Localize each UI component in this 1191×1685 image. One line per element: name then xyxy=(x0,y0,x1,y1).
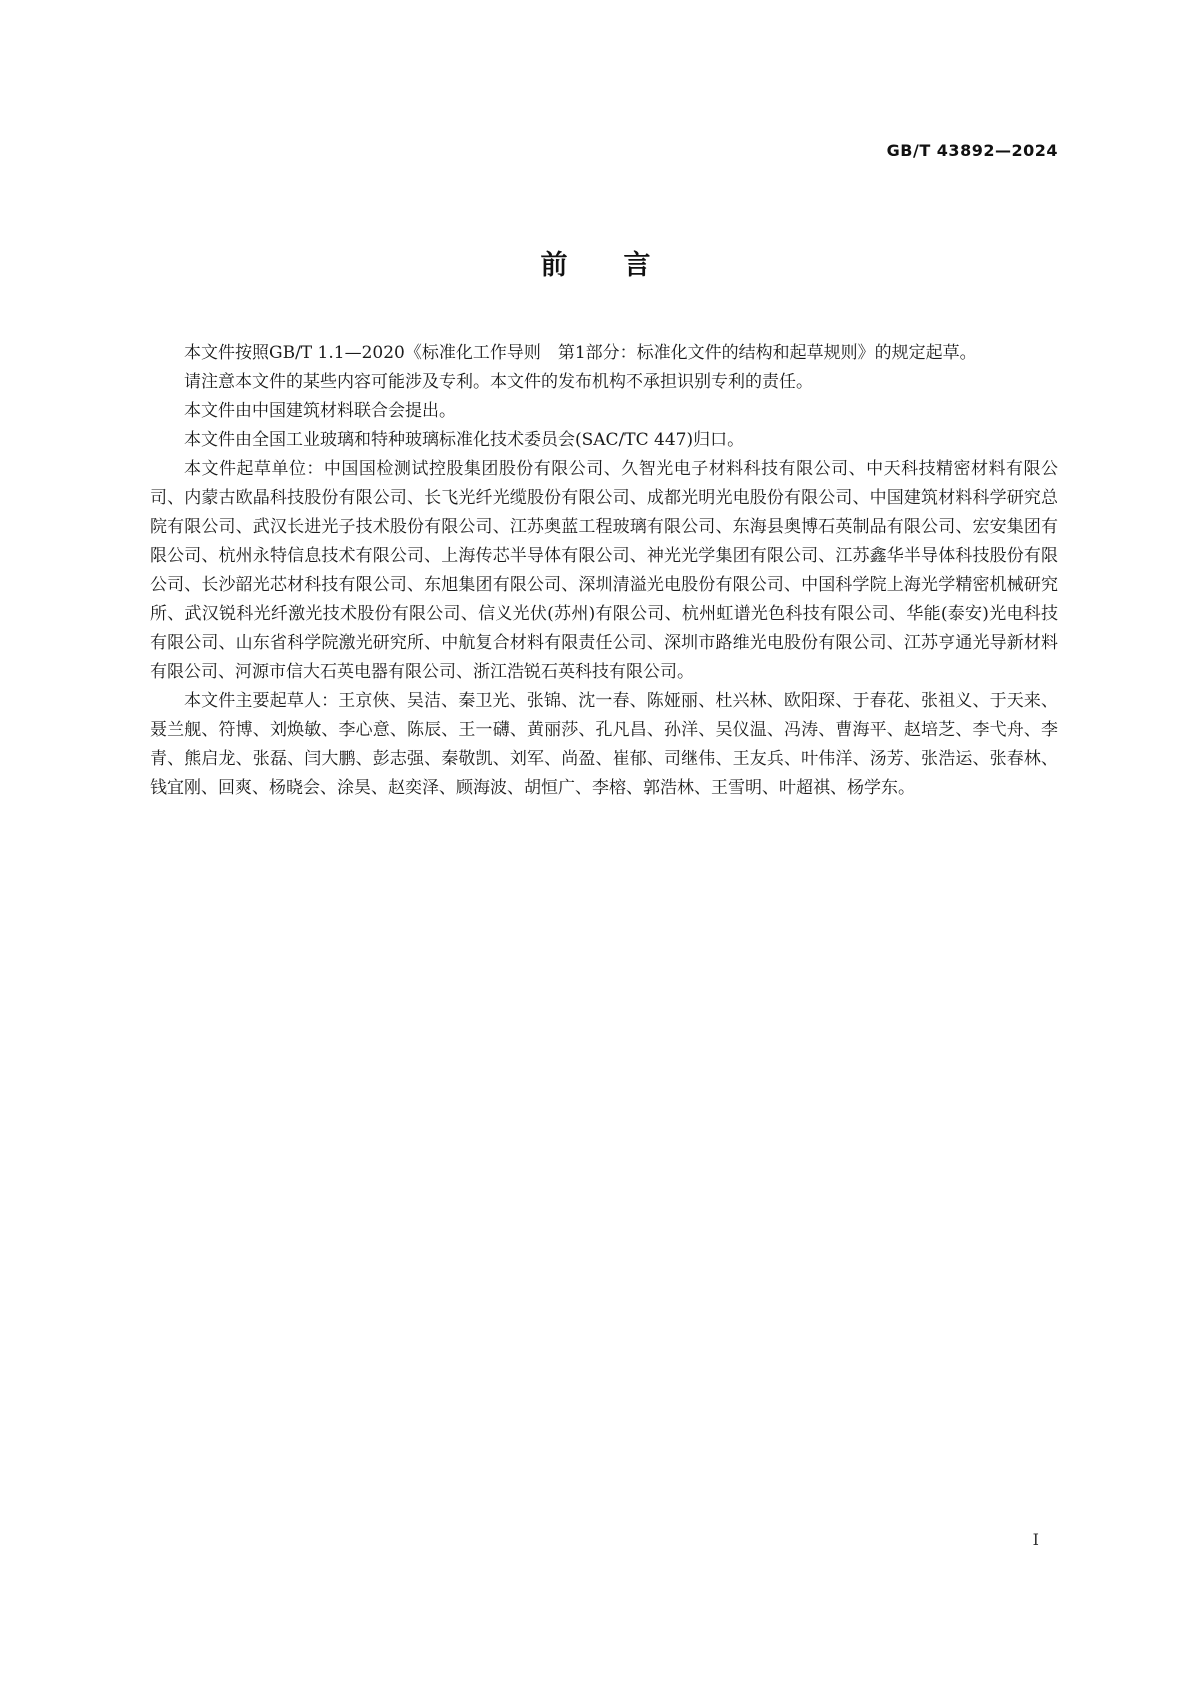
paragraph-drafting-organizations: 本文件起草单位：中国国检测试控股集团股份有限公司、久智光电子材料科技有限公司、中天科技精密材料有限公司、内蒙古欧晶科技股份有限公司、长飞光纤光缆股份有限公司、成都光明光电股份有限公司、中国建筑材料科学研究总院有限公司、武汉长进光子技术股份有限公司、江苏奥蓝工程玻璃有限公司、东海县奥博石英制品有限公司、宏安集团有限公司、杭州永特信息技术有限公司、上海传芯半导体有限公司、神光光学集团有限公司、江苏鑫华半导体科技股份有限公司、长沙韶光芯材科技有限公司、东旭集团有限公司、深圳清溢光电股份有限公司、中国科学院上海光学精密机械研究所、武汉锐科光纤激光技术股份有限公司、信义光伏(苏州)有限公司、杭州虹谱光色科技有限公司、华能(泰安)光电科技有限公司、山东省科学院激光研究所、中航复合材料有限责任公司、深圳市路维光电股份有限公司、江苏亨通光导新材料有限公司、河源市信大石英电器有限公司、浙江浩锐石英科技有限公司。 xyxy=(150,459,1058,682)
paragraph-main-drafters: 本文件主要起草人：王京俠、吴洁、秦卫光、张锦、沈一春、陈娅丽、杜兴林、欧阳琛、于春花、张祖义、于天来、聂兰舰、符博、刘焕敏、李心意、陈辰、王一礴、黄丽莎、孔凡昌、孙洋、吴仪温、冯涛、曹海平、赵培芝、李弋舟、李青、熊启龙、张磊、闫大鹏、彭志强、秦敬凯、刘军、尚盈、崔郁、司继伟、王友兵、叶伟洋、汤芳、张浩运、张春林、钱宜刚、回爽、杨晓会、涂昊、赵奕泽、顾海波、胡恒广、李榕、郭浩林、王雪明、叶超祺、杨学东。 xyxy=(150,691,1058,798)
paragraph-technical-committee: 本文件由全国工业玻璃和特种玻璃标准化技术委员会(SAC/TC 447)归口。 xyxy=(184,430,745,450)
paragraph-proposer: 本文件由中国建筑材料联合会提出。 xyxy=(184,401,456,421)
paragraph-patent-notice: 请注意本文件的某些内容可能涉及专利。本文件的发布机构不承担识别专利的责任。 xyxy=(184,372,813,392)
paragraph-drafting-rules: 本文件按照GB/T 1.1—2020《标准化工作导则 第1部分：标准化文件的结构和起草规则》的规定起草。 xyxy=(184,343,977,363)
page-title xyxy=(0,243,1191,282)
page-number: I xyxy=(1032,1530,1039,1549)
title-char-1: 前 xyxy=(540,250,568,281)
standard-number: GB/T 43892—2024 xyxy=(886,141,1058,160)
title-char-2: 言 xyxy=(623,250,651,281)
foreword-body xyxy=(150,339,1058,803)
